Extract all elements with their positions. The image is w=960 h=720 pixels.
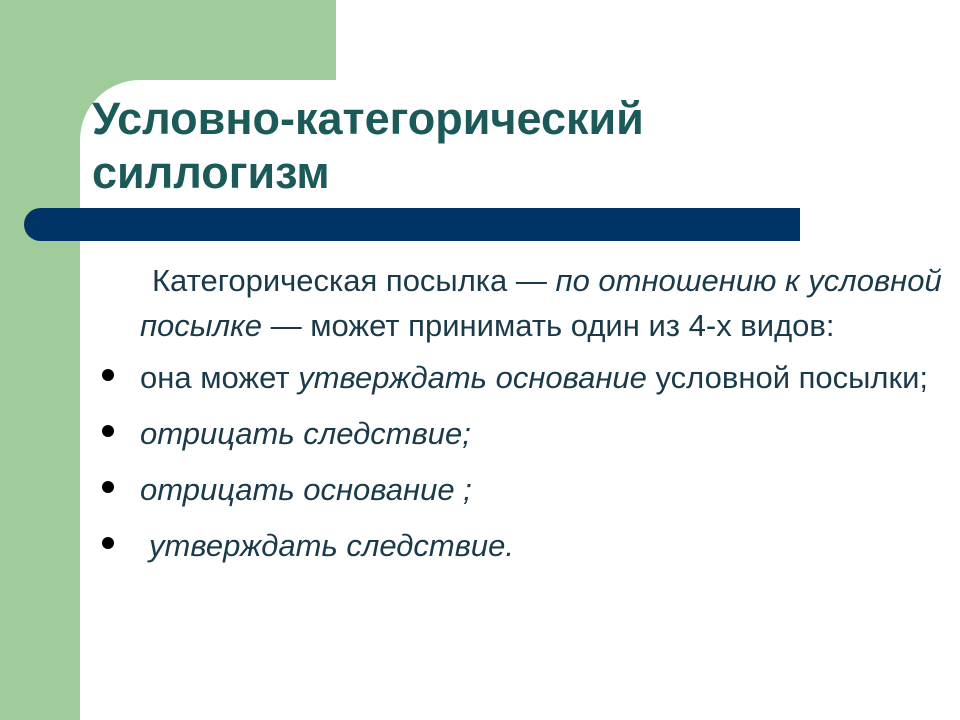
intro-text-italic: по отношению к условной посылке (140, 263, 942, 343)
bullet-list (100, 355, 950, 568)
bullet-icon (102, 481, 114, 493)
left-green-strip (0, 0, 80, 720)
slide-body (100, 258, 950, 568)
bullet-icon (102, 537, 114, 549)
item-4-italic: утверждать следствие. (149, 528, 515, 563)
bullet-icon (102, 369, 114, 381)
title-line-2: силлогизм (92, 147, 330, 198)
title-line-1: Условно-категорический (92, 93, 644, 144)
intro-paragraph (100, 258, 950, 348)
title-underline-bar (24, 208, 800, 241)
slide-title (92, 92, 852, 200)
list-item (100, 523, 950, 568)
item-1-text-1: она может (140, 360, 299, 395)
list-item (100, 355, 950, 400)
item-3-italic: отрицать основание ; (140, 472, 472, 507)
bullet-icon (102, 425, 114, 437)
intro-text-1: Категорическая посылка — (152, 263, 556, 298)
list-item (100, 467, 950, 512)
list-item (100, 411, 950, 456)
top-green-block (80, 0, 336, 80)
item-1-text-2: условной посылки; (646, 360, 929, 395)
intro-text-3: — может принимать один из 4-х видов: (261, 308, 835, 343)
item-2-italic: отрицать следствие; (140, 416, 471, 451)
item-1-italic: утверждать основание (298, 360, 647, 395)
